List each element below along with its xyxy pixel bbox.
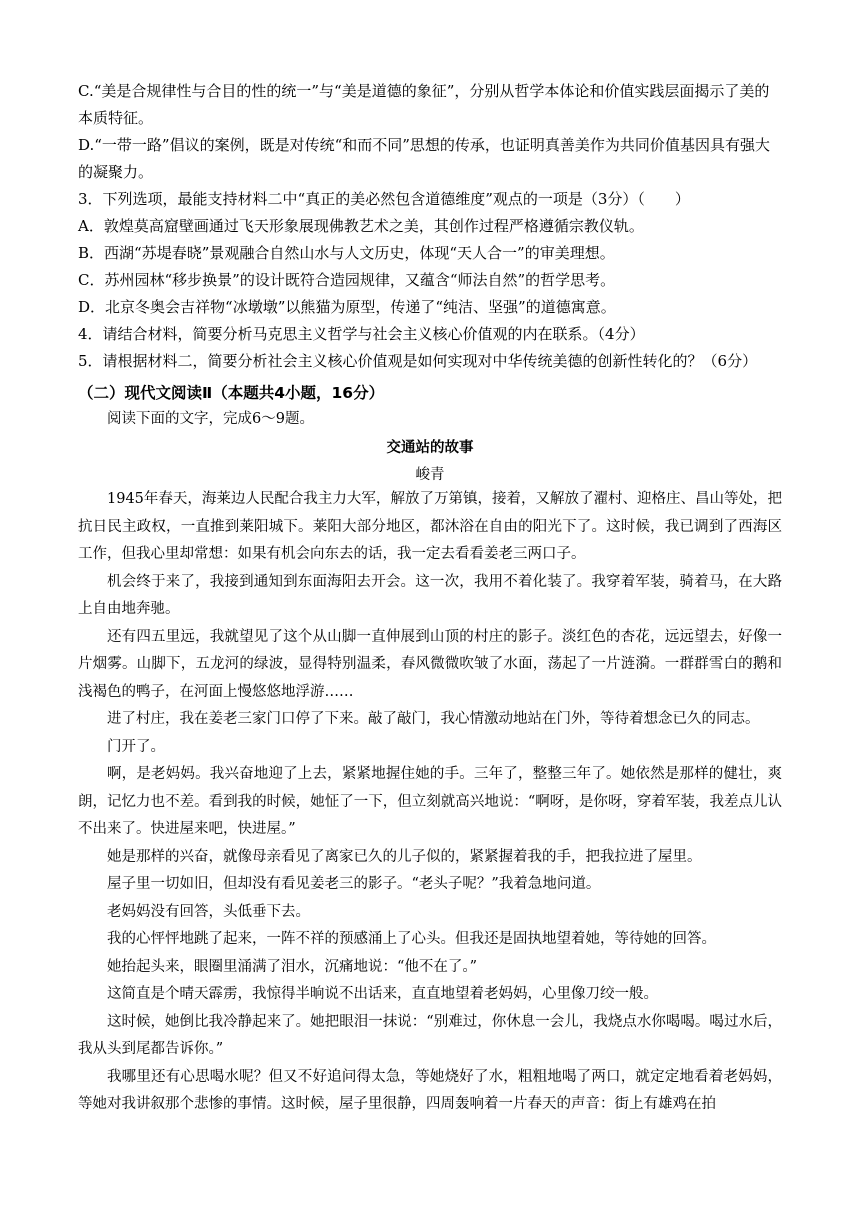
story-title: 交通站的故事 (386, 439, 474, 456)
section-heading: （二）现代文阅读Ⅱ（本题共4小题，16分） (78, 384, 385, 402)
paragraph: 她是那样的兴奋，就像母亲看见了离家已久的儿子似的，紧紧握着我的手，把我拉进了屋里。 (107, 848, 702, 865)
paragraph: 还有四五里远，我就望见了这个从山脚一直伸展到山顶的村庄的影子。淡红色的杏花，远远望去，好像一片烟雾。山脚下，五龙河的绿波，显得特别温柔，春风微微吹皱了水面，荡起了一片涟漪。一群群雪白的鹅和浅褐色的鸭子，在河面上慢悠悠地浮游…… (78, 628, 782, 700)
question-3: 3．下列选项，最能支持材料二中“真正的美必然包含道德维度”观点的一项是（3分）（ ） (78, 190, 690, 208)
question-block (78, 78, 782, 375)
story-body (78, 486, 782, 1119)
paragraph: 进了村庄，我在姜老三家门口停了下来。敲了敲门，我心情激动地站在门外，等待着想念已久的同志。 (107, 711, 760, 727)
question-4: 4．请结合材料，简要分析马克思主义哲学与社会主义核心价值观的内在联系。（4分） (78, 325, 645, 343)
option-c-text: C.“美是合规律性与合目的性的统一”与“美是道德的象征”，分别从哲学本体论和价值实践层面揭示了美的本质特征。 (78, 82, 770, 127)
paragraph: 我哪里还有心思喝水呢？但又不好追问得太急，等她烧好了水，粗粗地喝了两口，就定定地看着老妈妈，等她对我讲叙那个悲惨的事情。这时候，屋子里很静，四周轰响着一片春天的声音：街上有雄鸡在拍 (78, 1068, 782, 1112)
paragraph: 老妈妈没有回答，头低垂下去。 (107, 903, 310, 920)
paragraph: 这时候，她倒比我冷静起来了。她把眼泪一抹说：“别难过，你休息一会儿，我烧点水你喝喝。喝过水后，我从头到尾都告诉你。” (78, 1013, 782, 1057)
story-author: 峻青 (415, 467, 445, 483)
option-d-text: D.“一带一路”倡议的案例，既是对传统“和而不同”思想的传承，也证明真善美作为共同价值基因具有强大的凝聚力。 (78, 136, 770, 181)
question-5: 5．请根据材料二，简要分析社会主义核心价值观是如何实现对中华传统美德的创新性转化的？（6分） (78, 352, 758, 370)
paragraph: 我的心怦怦地跳了起来，一阵不祥的预感涌上了心头。但我还是固执地望着她，等待她的回答。 (107, 931, 716, 947)
paragraph: 这简直是个晴天霹雳，我惊得半晌说不出话来，直直地望着老妈妈，心里像刀绞一般。 (107, 986, 658, 1002)
paragraph: 机会终于来了，我接到通知到东面海阳去开会。这一次，我用不着化装了。我穿着军装，骑着马，在大路上自由地奔驰。 (78, 573, 782, 617)
q3-option-a: A．敦煌莫高窟壁画通过飞天形象展现佛教艺术之美，其创作过程严格遵循宗教仪轨。 (78, 217, 644, 235)
paragraph: 屋子里一切如旧，但却没有看见姜老三的影子。“老头子呢？”我着急地问道。 (107, 876, 601, 892)
q3-option-d: D．北京冬奥会吉祥物“冰墩墩”以熊猫为原型，传递了“纯洁、坚强”的道德寓意。 (78, 298, 616, 316)
paragraph: 她抬起头来，眼圈里涌满了泪水，沉痛地说：“他不在了。” (107, 958, 478, 975)
instruction: 阅读下面的文字，完成6～9题。 (107, 411, 314, 427)
paragraph: 1945年春天，海莱边人民配合我主力大军，解放了万第镇，接着，又解放了濯村、迎格庄、昌山等处，把抗日民主政权，一直推到莱阳城下。莱阳大部分地区，都沐浴在自由的阳光下了。这时候，我已调到了西海区工作，但我心里却常想：如果有机会向东去的话，我一定去看看姜老三两口子。 (78, 491, 782, 562)
paragraph: 啊，是老妈妈。我兴奋地迎了上去，紧紧地握住她的手。三年了，整整三年了。她依然是那样的健壮，爽朗，记忆力也不差。看到我的时候，她怔了一下，但立刻就高兴地说：“啊呀，是你呀，穿着军装，我差点儿认不出来了。快进屋来吧，快进屋。” (78, 766, 782, 837)
paragraph: 门开了。 (107, 738, 165, 755)
q3-option-b: B．西湖“苏堤春晓”景观融合自然山水与人文历史，体现“天人合一”的审美理想。 (78, 244, 615, 262)
q3-option-c: C．苏州园林“移步换景”的设计既符合造园规律，又蕴含“师法自然”的哲学思考。 (78, 271, 616, 289)
